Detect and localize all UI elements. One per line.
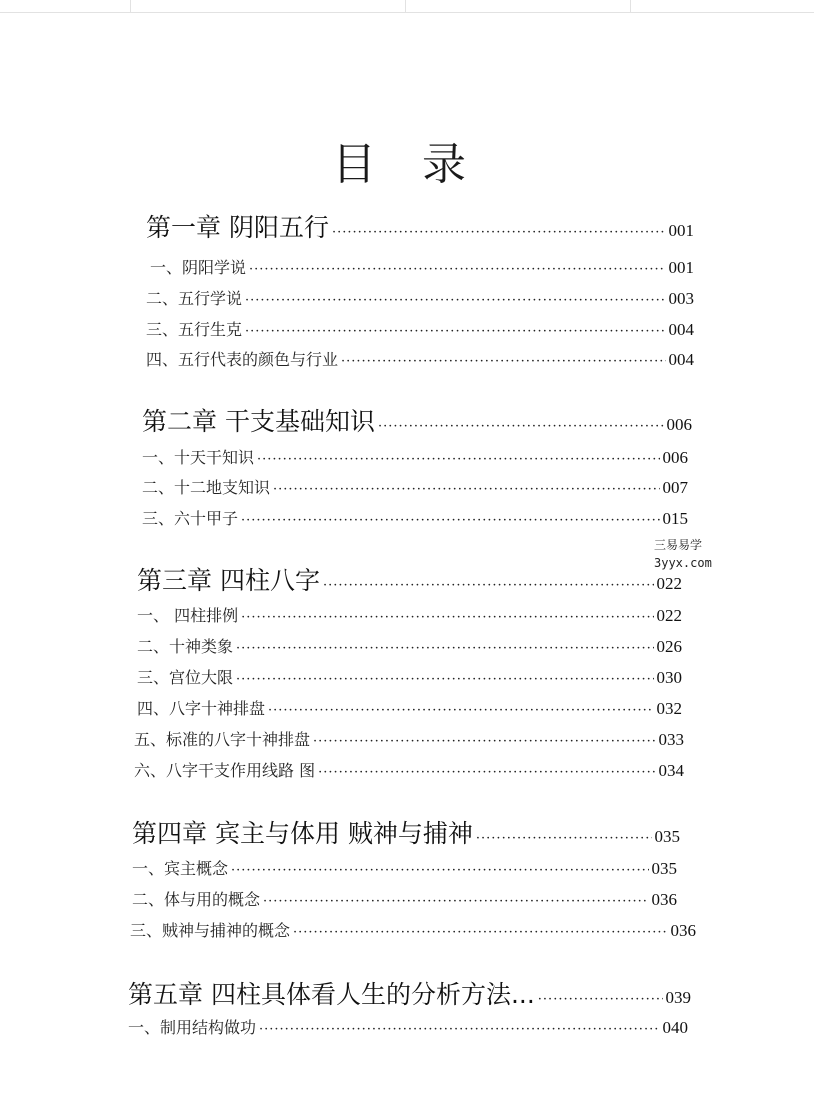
toc-dot-leader — [245, 293, 665, 308]
page-title: 目 录 — [332, 139, 482, 190]
toc-dot-leader — [378, 419, 664, 434]
watermark-url: 3yyx.com — [654, 556, 712, 570]
toc-section-title: 四、八字十神排盘 — [137, 699, 266, 718]
toc-section-1-1[interactable] — [150, 255, 694, 278]
toc-page-number: 035 — [654, 827, 680, 846]
toc-dot-leader — [231, 863, 648, 878]
toc-chapter-title: 第五章 四柱具体看人生的分析方法... — [128, 980, 535, 1009]
toc-section-title: 五、标准的八字十神排盘 — [134, 730, 311, 749]
toc-page-number: 006 — [666, 415, 692, 434]
watermark-name: 三易易学 — [654, 538, 703, 552]
toc-section-4-3[interactable] — [130, 918, 696, 941]
toc-section-title: 三、贼神与捕神的概念 — [130, 921, 291, 940]
toc-dot-leader — [332, 225, 666, 240]
toc-section-3-2[interactable] — [137, 634, 682, 657]
toc-dot-leader — [241, 513, 659, 528]
toc-dot-leader — [263, 894, 648, 909]
toc-section-title: 三、宫位大限 — [137, 668, 234, 687]
toc-chapter-2[interactable] — [142, 402, 692, 438]
toc-dot-leader — [241, 610, 653, 625]
toc-section-3-1[interactable] — [137, 603, 682, 626]
toc-chapter-3[interactable] — [137, 561, 682, 597]
toc-page-number: 022 — [656, 574, 682, 593]
toc-section-3-6[interactable] — [134, 758, 684, 781]
toc-section-title: 四、五行代表的颜色与行业 — [146, 350, 339, 369]
toc-page-number: 001 — [668, 221, 694, 240]
toc-dot-leader — [259, 1022, 659, 1037]
toc-page-number: 035 — [651, 859, 677, 878]
toc-dot-leader — [257, 452, 659, 467]
toc-section-1-4[interactable] — [146, 347, 694, 370]
toc-dot-leader — [341, 354, 665, 369]
toc-section-title: 三、六十甲子 — [142, 509, 239, 528]
toc-section-title: 一、宾主概念 — [132, 859, 229, 878]
toc-section-4-2[interactable] — [132, 887, 677, 910]
toc-section-1-2[interactable] — [146, 286, 694, 309]
toc-section-3-5[interactable] — [134, 727, 684, 750]
toc-dot-leader — [236, 672, 653, 687]
toc-page-number: 001 — [668, 258, 694, 277]
toc-chapter-1[interactable] — [146, 208, 694, 244]
toc-dot-leader — [268, 703, 653, 718]
toc-section-5-1[interactable] — [128, 1015, 688, 1038]
page-edge-tick — [630, 0, 631, 12]
toc-section-title: 六、八字干支作用线路 图 — [134, 761, 316, 780]
toc-page-number: 034 — [658, 761, 684, 780]
toc-section-title: 一、十天干知识 — [142, 448, 255, 467]
toc-page-number: 026 — [656, 637, 682, 656]
toc-section-2-2[interactable] — [142, 475, 688, 498]
toc-page-number: 040 — [662, 1018, 688, 1037]
toc-dot-leader — [249, 262, 665, 277]
toc-chapter-title: 第三章 四柱八字 — [137, 566, 320, 595]
toc-dot-leader — [476, 831, 652, 846]
toc-section-1-3[interactable] — [146, 317, 694, 340]
toc-section-title: 一、阴阳学说 — [150, 258, 247, 277]
page-edge-tick — [130, 0, 131, 12]
toc-page-number: 032 — [656, 699, 682, 718]
toc-page-number: 022 — [656, 606, 682, 625]
toc-section-2-3[interactable] — [142, 506, 688, 529]
toc-section-title: 二、体与用的概念 — [132, 890, 261, 909]
site-watermark — [654, 536, 734, 572]
toc-page-number: 015 — [662, 509, 688, 528]
toc-section-3-4[interactable] — [137, 696, 682, 719]
toc-dot-leader — [236, 641, 653, 656]
toc-page-number: 003 — [668, 289, 694, 308]
toc-page-number: 004 — [668, 350, 694, 369]
toc-dot-leader — [318, 765, 655, 780]
toc-chapter-4[interactable] — [132, 814, 680, 850]
toc-section-title: 二、十神类象 — [137, 637, 234, 656]
toc-section-title: 三、五行生克 — [146, 320, 243, 339]
toc-page-number: 039 — [665, 988, 691, 1007]
page-edge-tick — [405, 0, 406, 12]
toc-page-number: 006 — [662, 448, 688, 467]
toc-page-number: 036 — [670, 921, 696, 940]
toc-dot-leader — [538, 992, 663, 1007]
toc-dot-leader — [323, 578, 654, 593]
toc-chapter-title: 第一章 阴阳五行 — [146, 213, 329, 242]
toc-page-number: 030 — [656, 668, 682, 687]
toc-dot-leader — [313, 734, 655, 749]
toc-page-number: 007 — [662, 478, 688, 497]
toc-page-number: 004 — [668, 320, 694, 339]
page-top-edge — [0, 0, 814, 13]
toc-section-title: 二、五行学说 — [146, 289, 243, 308]
toc-section-title: 一、 四柱排例 — [137, 606, 239, 625]
toc-chapter-title: 第二章 干支基础知识 — [142, 407, 375, 436]
toc-dot-leader — [293, 925, 667, 940]
toc-dot-leader — [245, 324, 665, 339]
toc-chapter-title: 第四章 宾主与体用 贼神与捕神 — [132, 819, 473, 848]
toc-section-3-3[interactable] — [137, 665, 682, 688]
toc-section-title: 二、十二地支知识 — [142, 478, 271, 497]
toc-chapter-5[interactable] — [128, 975, 691, 1011]
toc-page-number: 036 — [651, 890, 677, 909]
toc-page-number: 033 — [658, 730, 684, 749]
toc-section-4-1[interactable] — [132, 856, 677, 879]
toc-section-2-1[interactable] — [142, 445, 688, 468]
toc-dot-leader — [273, 482, 659, 497]
toc-section-title: 一、制用结构做功 — [128, 1018, 257, 1037]
